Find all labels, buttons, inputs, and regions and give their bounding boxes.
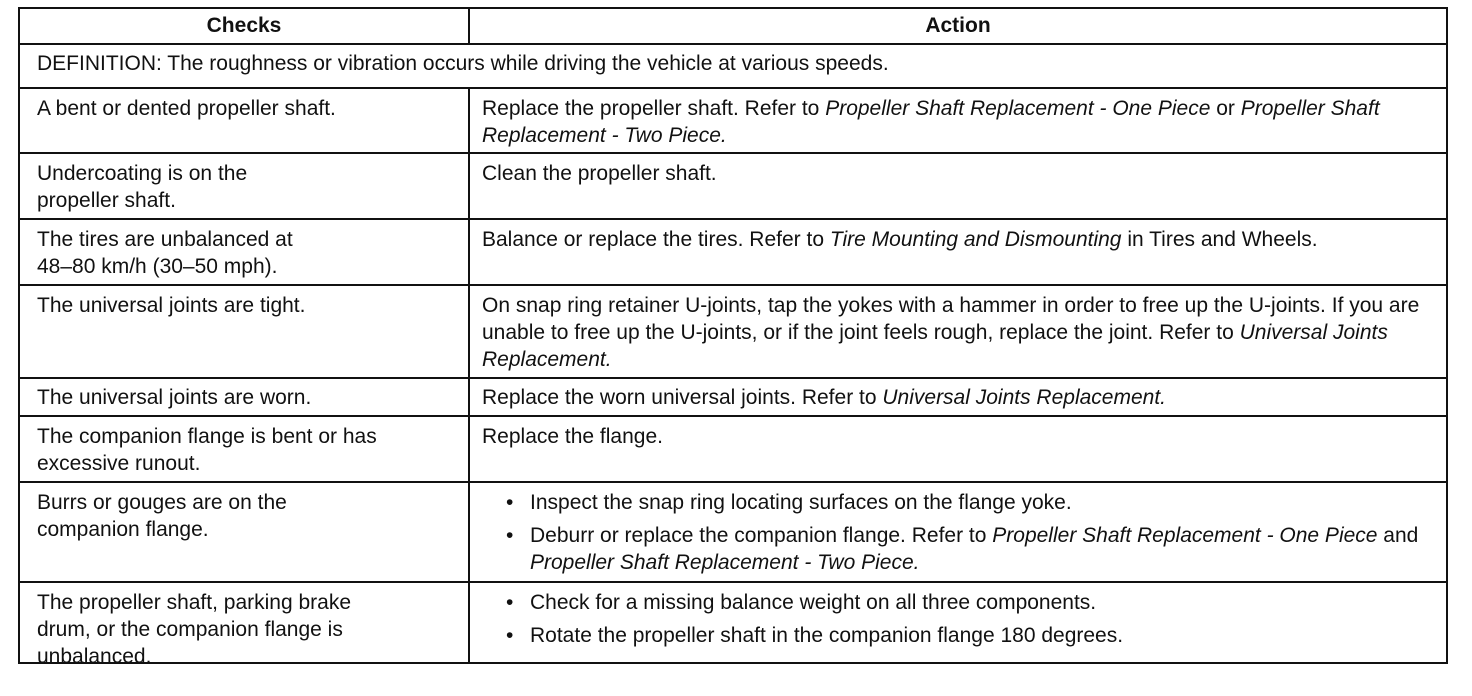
- diagnosis-table: [18, 7, 1448, 668]
- table-row: [20, 220, 1446, 286]
- list-item: • Check for a missing balance weight on all three components.: [506, 591, 1097, 614]
- action-cell: [470, 583, 1446, 662]
- table-row: [20, 286, 1446, 379]
- bullet-icon: •: [506, 491, 514, 514]
- check-cell: The universal joints are tight.: [20, 286, 470, 377]
- header-action: Action: [925, 14, 991, 37]
- reference-link-text: Propeller Shaft Replacement - One Piece: [825, 97, 1211, 120]
- action-cell: Balance or replace the tires. Refer to Tire Mounting and Dismounting in Tires and Wheels.: [482, 228, 1318, 251]
- check-cell: The universal joints are worn.: [20, 379, 470, 415]
- action-cell: Replace the flange.: [482, 425, 663, 448]
- table-header-row: [20, 9, 1446, 45]
- check-cell: The propeller shaft, parking brake drum, or the companion flange is unbalanced.: [20, 583, 470, 662]
- table-row: [20, 417, 1446, 483]
- table-row: [20, 89, 1446, 154]
- list-item: • Deburr or replace the companion flange. Refer to Propeller Shaft Replacement - One Piece and Propeller Shaft Replacement - Two Piece.: [506, 524, 1419, 574]
- reference-link-text: Universal Joints Replacement.: [882, 386, 1166, 409]
- bullet-list: [482, 489, 1432, 576]
- table-row: [20, 379, 1446, 417]
- action-cell: Clean the propeller shaft.: [482, 162, 717, 185]
- table-row: [20, 154, 1446, 220]
- reference-link-text: Universal Joints Replacement.: [482, 321, 1388, 371]
- check-cell: Undercoating is on the propeller shaft.: [20, 154, 470, 218]
- reference-link-text: Tire Mounting and Dismounting: [829, 228, 1122, 251]
- bullet-icon: •: [506, 524, 514, 547]
- bullet-icon: •: [506, 591, 514, 614]
- check-cell: A bent or dented propeller shaft.: [20, 89, 470, 152]
- table-row: [20, 483, 1446, 583]
- action-cell: On snap ring retainer U-joints, tap the yokes with a hammer in order to free up the U-joints. If you are unable to free up the U-joints, or if the joint feels rough, replace the joint. Refer to Universal Joints Replacement.: [482, 294, 1420, 371]
- reference-link-text: Propeller Shaft Replacement - Two Piece.: [482, 97, 1380, 147]
- list-item: • Inspect the snap ring locating surfaces on the flange yoke.: [506, 491, 1072, 514]
- header-checks: Checks: [20, 9, 470, 43]
- list-item: • Rotate the propeller shaft in the companion flange 180 degrees.: [506, 624, 1124, 647]
- action-cell: Replace the worn universal joints. Refer to Universal Joints Replacement.: [482, 386, 1166, 409]
- reference-link-text: Propeller Shaft Replacement - One Piece: [992, 524, 1378, 547]
- check-cell: Burrs or gouges are on the companion flange.: [20, 483, 470, 581]
- reference-link-text: Propeller Shaft Replacement - Two Piece.: [530, 551, 920, 574]
- bullet-list: [482, 589, 1432, 649]
- check-cell: The tires are unbalanced at 48–80 km/h (30–50 mph).: [20, 220, 470, 284]
- table-row: [20, 583, 1446, 668]
- check-cell: The companion flange is bent or has excessive runout.: [20, 417, 470, 481]
- definition-text: DEFINITION: The roughness or vibration occurs while driving the vehicle at various speeds.: [37, 52, 889, 75]
- action-cell: Replace the propeller shaft. Refer to Propeller Shaft Replacement - One Piece or Propeller Shaft Replacement - Two Piece.: [482, 97, 1380, 147]
- definition-row: [20, 45, 1446, 89]
- action-cell: [470, 483, 1446, 581]
- bullet-icon: •: [506, 624, 514, 647]
